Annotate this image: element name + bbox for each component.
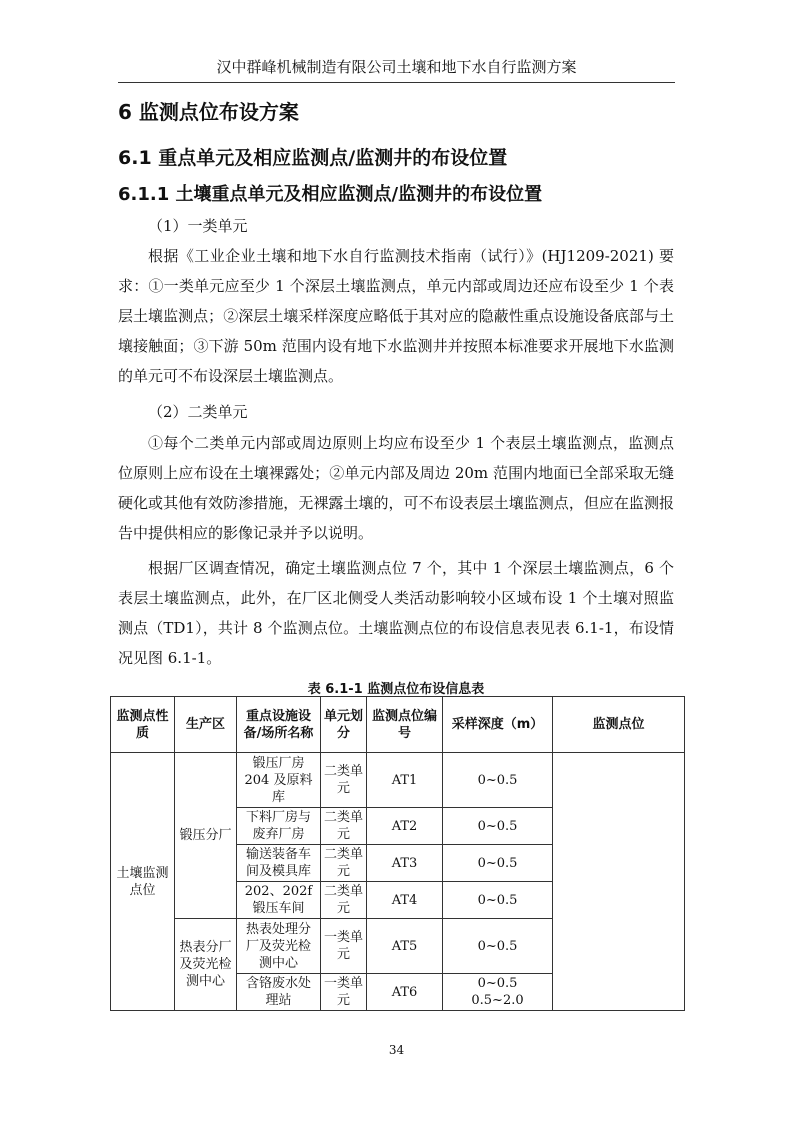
cell-facility: 热表处理分厂及荧光检测中心: [237, 919, 321, 974]
header-cell: 重点设施设备/场所名称: [237, 697, 321, 753]
paragraph-class-one: 根据《工业企业土壤和地下水自行监测技术指南（试行）》(HJ1209-2021) 要求：①一类单元应至少 1 个深层土壤监测点，单元内部或周边还应布设至少 1 个表层土壤监测点；②深层土壤采样深度应略低于其对应的隐蔽性重点设施设备底部与土壤接触面；③下游 50m 范围内设有地下水监测井并按照本标准要求开展地下水监测的单元可不布设深层土壤监测点。: [118, 247, 674, 385]
table-caption: 表 6.1-1 监测点位布设信息表: [307, 682, 485, 697]
header-cell: 监测点位: [553, 697, 685, 753]
cell-unit: 一类单元: [321, 974, 367, 1011]
table-header-row: [111, 697, 685, 753]
heading-section-6-1-1: 6.1.1 土壤重点单元及相应监测点/监测井的布设位置: [118, 184, 543, 205]
cell-facility: 下料厂房与废弃厂房: [237, 808, 321, 845]
subheading-class-two: （2）二类单元: [148, 403, 248, 421]
cell-unit: 二类单元: [321, 808, 367, 845]
cell-unit: 二类单元: [321, 882, 367, 919]
cell-zone-forging: 锻压分厂: [175, 753, 237, 919]
subheading-class-one: （1）一类单元: [148, 217, 248, 235]
cell-code: AT5: [367, 919, 443, 974]
cell-unit: 二类单元: [321, 753, 367, 808]
cell-unit: 二类单元: [321, 845, 367, 882]
monitoring-points-table: [110, 696, 685, 1011]
cell-code: AT3: [367, 845, 443, 882]
cell-depth: 0~0.5: [443, 845, 553, 882]
paragraph-class-two: ①每个二类单元内部或周边原则上均应布设至少 1 个表层土壤监测点，监测点位原则上应布设在土壤裸露处；②单元内部及周边 20m 范围内地面已全部采取无缝硬化或其他有效防渗措施，无裸露土壤的，可不布设表层土壤监测点，但应在监测报告中提供相应的影像记录并予以说明。: [118, 434, 674, 542]
cell-point-location: [553, 753, 685, 1011]
header-cell: 监测点性质: [111, 697, 175, 753]
depth-value: 0~0.5: [477, 976, 518, 991]
cell-code: AT2: [367, 808, 443, 845]
cell-nature: 土壤监测点位: [111, 753, 175, 1011]
table-row: [111, 753, 685, 808]
cell-facility: 锻压厂房 204 及原料库: [237, 753, 321, 808]
cell-code: AT1: [367, 753, 443, 808]
cell-depth: 0~0.5: [443, 808, 553, 845]
heading-section-6: 6 监测点位布设方案: [118, 100, 299, 124]
cell-facility: 输送装备车间及模具库: [237, 845, 321, 882]
cell-depth: 0~0.5: [443, 882, 553, 919]
header-cell: 采样深度（m）: [443, 697, 553, 753]
cell-depth: 0~0.5: [443, 919, 553, 974]
cell-depth: 0~0.5: [443, 753, 553, 808]
page-number: 34: [388, 1043, 405, 1057]
cell-unit: 一类单元: [321, 919, 367, 974]
cell-zone-heat-treatment: 热表分厂及荧光检测中心: [175, 919, 237, 1011]
header-cell: 单元划分: [321, 697, 367, 753]
header-cell: 生产区: [175, 697, 237, 753]
paragraph-survey: 根据厂区调查情况，确定土壤监测点位 7 个，其中 1 个深层土壤监测点，6 个表层土壤监测点，此外，在厂区北侧受人类活动影响较小区域布设 1 个土壤对照监测点（TD1），共计 8 个监测点位。土壤监测点位的布设信息表见表 6.1-1，布设情况见图 6.1-1。: [118, 559, 674, 667]
page-header: 汉中群峰机械制造有限公司土壤和地下水自行监测方案: [118, 56, 675, 83]
cell-facility: 202、202f 锻压车间: [237, 882, 321, 919]
cell-facility: 含铬废水处理站: [237, 974, 321, 1011]
cell-code: AT4: [367, 882, 443, 919]
cell-code: AT6: [367, 974, 443, 1011]
cell-depth: [443, 974, 553, 1011]
heading-section-6-1: 6.1 重点单元及相应监测点/监测井的布设位置: [118, 147, 508, 169]
depth-value-deep: 0.5~2.0: [471, 993, 524, 1008]
header-cell: 监测点位编号: [367, 697, 443, 753]
